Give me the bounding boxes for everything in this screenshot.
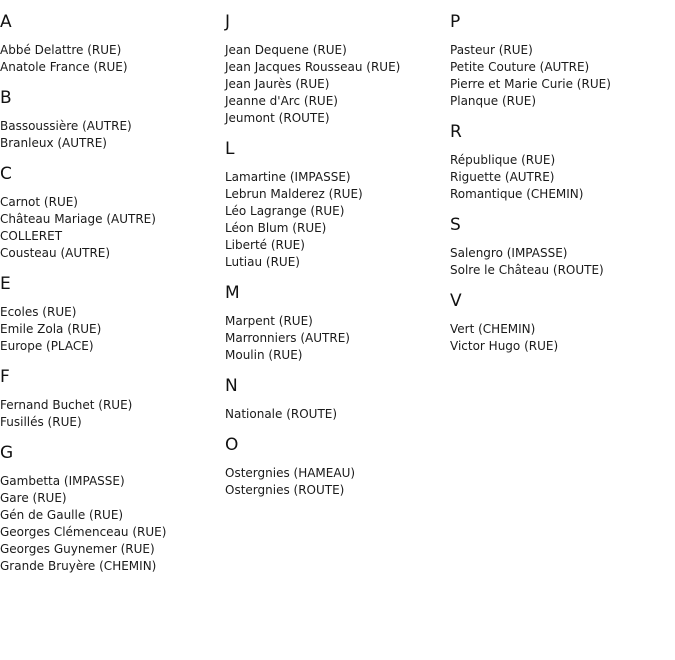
street-link[interactable]: Romantique (CHEMIN): [450, 187, 584, 201]
street-link[interactable]: Victor Hugo (RUE): [450, 339, 559, 353]
letter-group: [225, 376, 445, 423]
street-link[interactable]: Jeumont (ROUTE): [225, 111, 330, 125]
letter-heading: E: [0, 274, 11, 294]
street-link[interactable]: Fusillés (RUE): [0, 415, 82, 429]
street-link[interactable]: Gén de Gaulle (RUE): [0, 508, 124, 522]
street-list: [0, 118, 220, 152]
street-link[interactable]: Salengro (IMPASSE): [450, 246, 568, 260]
street-link[interactable]: Nationale (ROUTE): [225, 407, 338, 421]
street-link[interactable]: Château Mariage (AUTRE): [0, 212, 156, 226]
letter-group: [450, 12, 670, 110]
street-list: [225, 42, 445, 127]
street-list: [450, 321, 670, 355]
letter-heading: V: [450, 291, 462, 311]
street-link[interactable]: Jeanne d'Arc (RUE): [225, 94, 338, 108]
letter-group: [0, 88, 220, 152]
street-list: [0, 304, 220, 355]
street-link[interactable]: Jean Jaurès (RUE): [225, 77, 330, 91]
street-link[interactable]: Bassoussière (AUTRE): [0, 119, 132, 133]
street-list: [0, 42, 220, 76]
street-link[interactable]: Europe (PLACE): [0, 339, 94, 353]
street-link[interactable]: Branleux (AUTRE): [0, 136, 107, 150]
letter-group: [225, 139, 445, 271]
street-link[interactable]: Cousteau (AUTRE): [0, 246, 111, 260]
street-link[interactable]: Marpent (RUE): [225, 314, 313, 328]
letter-heading: O: [225, 435, 239, 455]
letter-heading: N: [225, 376, 238, 396]
street-link[interactable]: Solre le Château (ROUTE): [450, 263, 604, 277]
street-link[interactable]: Riguette (AUTRE): [450, 170, 555, 184]
letter-group: [225, 283, 445, 364]
letter-heading: B: [0, 88, 12, 108]
street-link[interactable]: Ecoles (RUE): [0, 305, 77, 319]
street-link[interactable]: Georges Guynemer (RUE): [0, 542, 155, 556]
letter-group: [450, 122, 670, 203]
street-link[interactable]: Lebrun Malderez (RUE): [225, 187, 363, 201]
letter-group: [450, 215, 670, 279]
street-link[interactable]: Petite Couture (AUTRE): [450, 60, 590, 74]
letter-group: [450, 291, 670, 355]
letter-heading: S: [450, 215, 461, 235]
street-link[interactable]: Jean Dequene (RUE): [225, 43, 347, 57]
street-link[interactable]: Pierre et Marie Curie (RUE): [450, 77, 611, 91]
street-list: [450, 42, 670, 110]
street-link[interactable]: Vert (CHEMIN): [450, 322, 536, 336]
street-link[interactable]: Liberté (RUE): [225, 238, 305, 252]
street-list: [450, 245, 670, 279]
letter-heading: M: [225, 283, 240, 303]
street-link[interactable]: Léon Blum (RUE): [225, 221, 327, 235]
street-link[interactable]: Abbé Delattre (RUE): [0, 43, 122, 57]
letter-group: [0, 274, 220, 355]
letter-group: [0, 367, 220, 431]
street-list: [0, 397, 220, 431]
letter-group: [0, 443, 220, 575]
letter-group: [225, 435, 445, 499]
street-link[interactable]: République (RUE): [450, 153, 556, 167]
street-list: [225, 406, 445, 423]
street-list: [225, 313, 445, 364]
letter-group: [0, 164, 220, 262]
street-link[interactable]: Ostergnies (HAMEAU): [225, 466, 356, 480]
street-link[interactable]: Georges Clémenceau (RUE): [0, 525, 167, 539]
street-link[interactable]: Pasteur (RUE): [450, 43, 533, 57]
street-link[interactable]: Anatole France (RUE): [0, 60, 128, 74]
street-link[interactable]: COLLERET: [0, 229, 63, 243]
street-link[interactable]: Fernand Buchet (RUE): [0, 398, 133, 412]
letter-heading: F: [0, 367, 10, 387]
street-list: [225, 465, 445, 499]
street-list: [225, 169, 445, 271]
street-link[interactable]: Jean Jacques Rousseau (RUE): [225, 60, 401, 74]
street-link[interactable]: Ostergnies (ROUTE): [225, 483, 345, 497]
street-link[interactable]: Grande Bruyère (CHEMIN): [0, 559, 157, 573]
letter-heading: J: [225, 12, 231, 32]
street-link[interactable]: Carnot (RUE): [0, 195, 78, 209]
street-link[interactable]: Lamartine (IMPASSE): [225, 170, 351, 184]
letter-heading: R: [450, 122, 462, 142]
street-link[interactable]: Léo Lagrange (RUE): [225, 204, 345, 218]
street-link[interactable]: Planque (RUE): [450, 94, 537, 108]
street-link[interactable]: Emile Zola (RUE): [0, 322, 102, 336]
street-link[interactable]: Moulin (RUE): [225, 348, 303, 362]
street-list: [450, 152, 670, 203]
street-list: [0, 473, 220, 575]
street-link[interactable]: Gambetta (IMPASSE): [0, 474, 125, 488]
street-index-column-2: [225, 12, 445, 511]
letter-group: [225, 12, 445, 127]
street-index-column-1: [0, 12, 220, 587]
letter-heading: P: [450, 12, 461, 32]
street-link[interactable]: Marronniers (AUTRE): [225, 331, 350, 345]
letter-heading: L: [225, 139, 235, 159]
letter-group: [0, 12, 220, 76]
street-link[interactable]: Gare (RUE): [0, 491, 67, 505]
letter-heading: A: [0, 12, 12, 32]
street-index-column-3: [450, 12, 670, 367]
letter-heading: G: [0, 443, 14, 463]
street-list: [0, 194, 220, 262]
street-link[interactable]: Lutiau (RUE): [225, 255, 300, 269]
letter-heading: C: [0, 164, 12, 184]
